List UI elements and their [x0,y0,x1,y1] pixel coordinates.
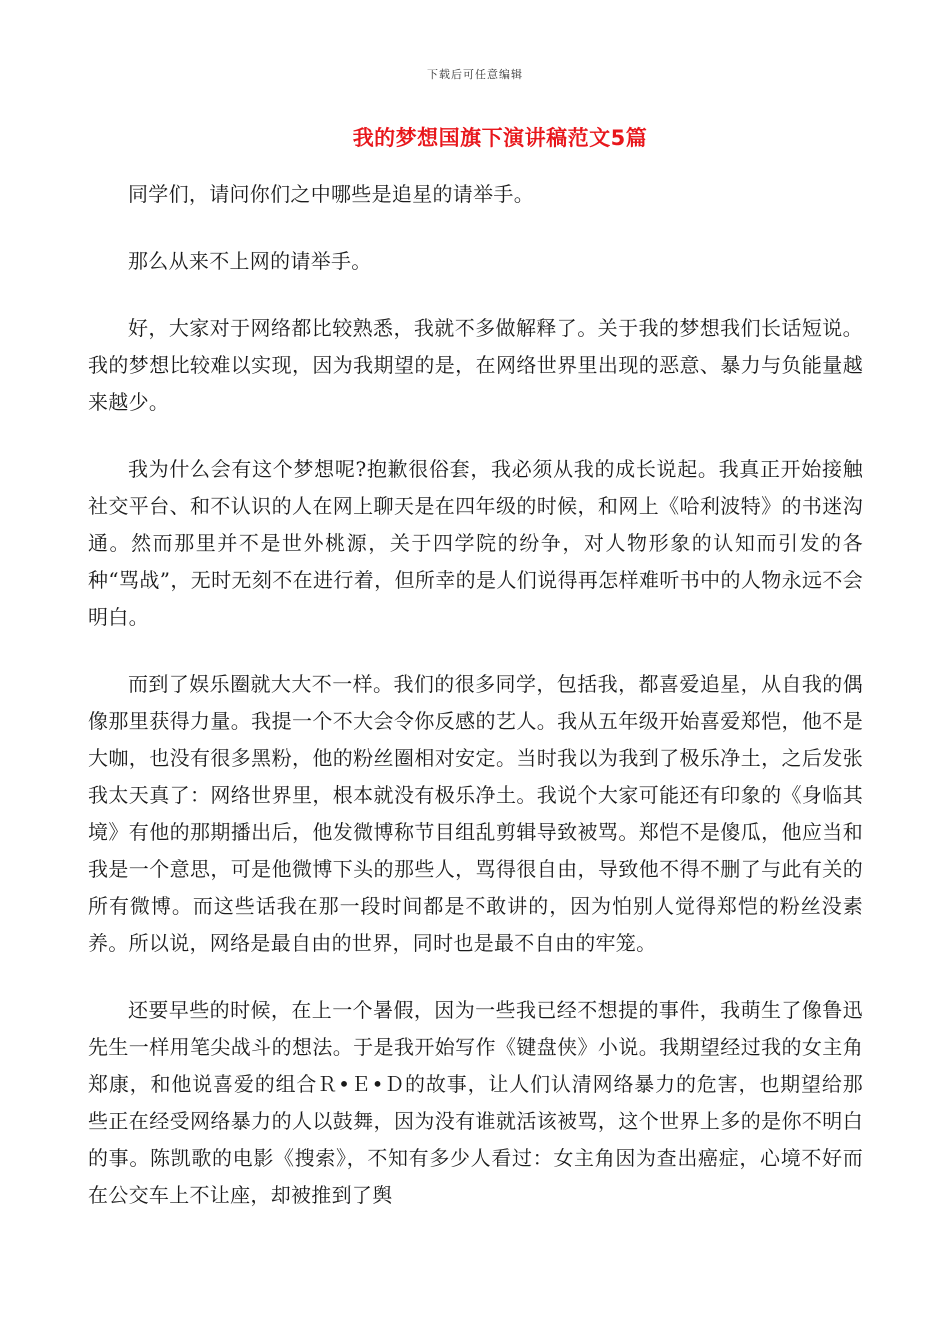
document-body [88,176,863,1244]
paragraph-6: 还要早些的时候，在上一个暑假，因为一些我已经不想提的事件，我萌生了像鲁迅先生一样用笔尖战斗的想法。于是我开始写作《键盘侠》小说。我期望经过我的女主角郑康，和他说喜爱的组合Ｒ•Ｅ•Ｄ的故事，让人们认清网络暴力的危害，也期望给那些正在经受网络暴力的人以鼓舞，因为没有谁就活该被骂，这个世界上多的是你不明白的事。陈凯歌的电影《搜索》，不知有多少人看过：女主角因为查出癌症，心境不好而在公交车上不让座，却被推到了舆 [88,998,863,1207]
document-title: 我的梦想国旗下演讲稿范文5篇 [352,126,648,150]
paragraph-5: 而到了娱乐圈就大大不一样。我们的很多同学，包括我，都喜爱追星，从自我的偶像那里获得力量。我提一个不大会令你反感的艺人。我从五年级开始喜爱郑恺，他不是大咖，也没有很多黑粉，他的粉丝圈相对安定。当时我以为我到了极乐净土，之后发张我太天真了：网络世界里，根本就没有极乐净土。我说个大家可能还有印象的《身临其境》有他的那期播出后，他发微博称节目组乱剪辑导致被骂。郑恺不是傻瓜，他应当和我是一个意思，可是他微博下头的那些人，骂得很自由，导致他不得不删了与此有关的所有微博。而这些话我在那一段时间都是不敢讲的，因为怕别人觉得郑恺的粉丝没素养。所以说，网络是最自由的世界，同时也是最不自由的牢笼。 [88,672,863,955]
paragraph-1: 同学们，请问你们之中哪些是追星的请举手。 [128,182,534,206]
paragraph-3: 好，大家对于网络都比较熟悉，我就不多做解释了。关于我的梦想我们长话短说。我的梦想比较难以实现，因为我期望的是，在网络世界里出现的恶意、暴力与负能量越来越少。 [88,316,863,414]
paragraph-4: 我为什么会有这个梦想呢?抱歉很俗套，我必须从我的成长说起。我真正开始接触社交平台、和不认识的人在网上聊天是在四年级的时候，和网上《哈利波特》的书迷沟通。然而那里并不是世外桃源，关于四学院的纷争，对人物形象的认知而引发的各种“骂战”，无时无刻不在进行着，但所幸的是人们说得再怎样难听书中的人物永远不会明白。 [88,457,863,629]
header-note: 下载后可任意编辑 [427,68,523,81]
paragraph-2: 那么从来不上网的请举手。 [128,249,372,273]
